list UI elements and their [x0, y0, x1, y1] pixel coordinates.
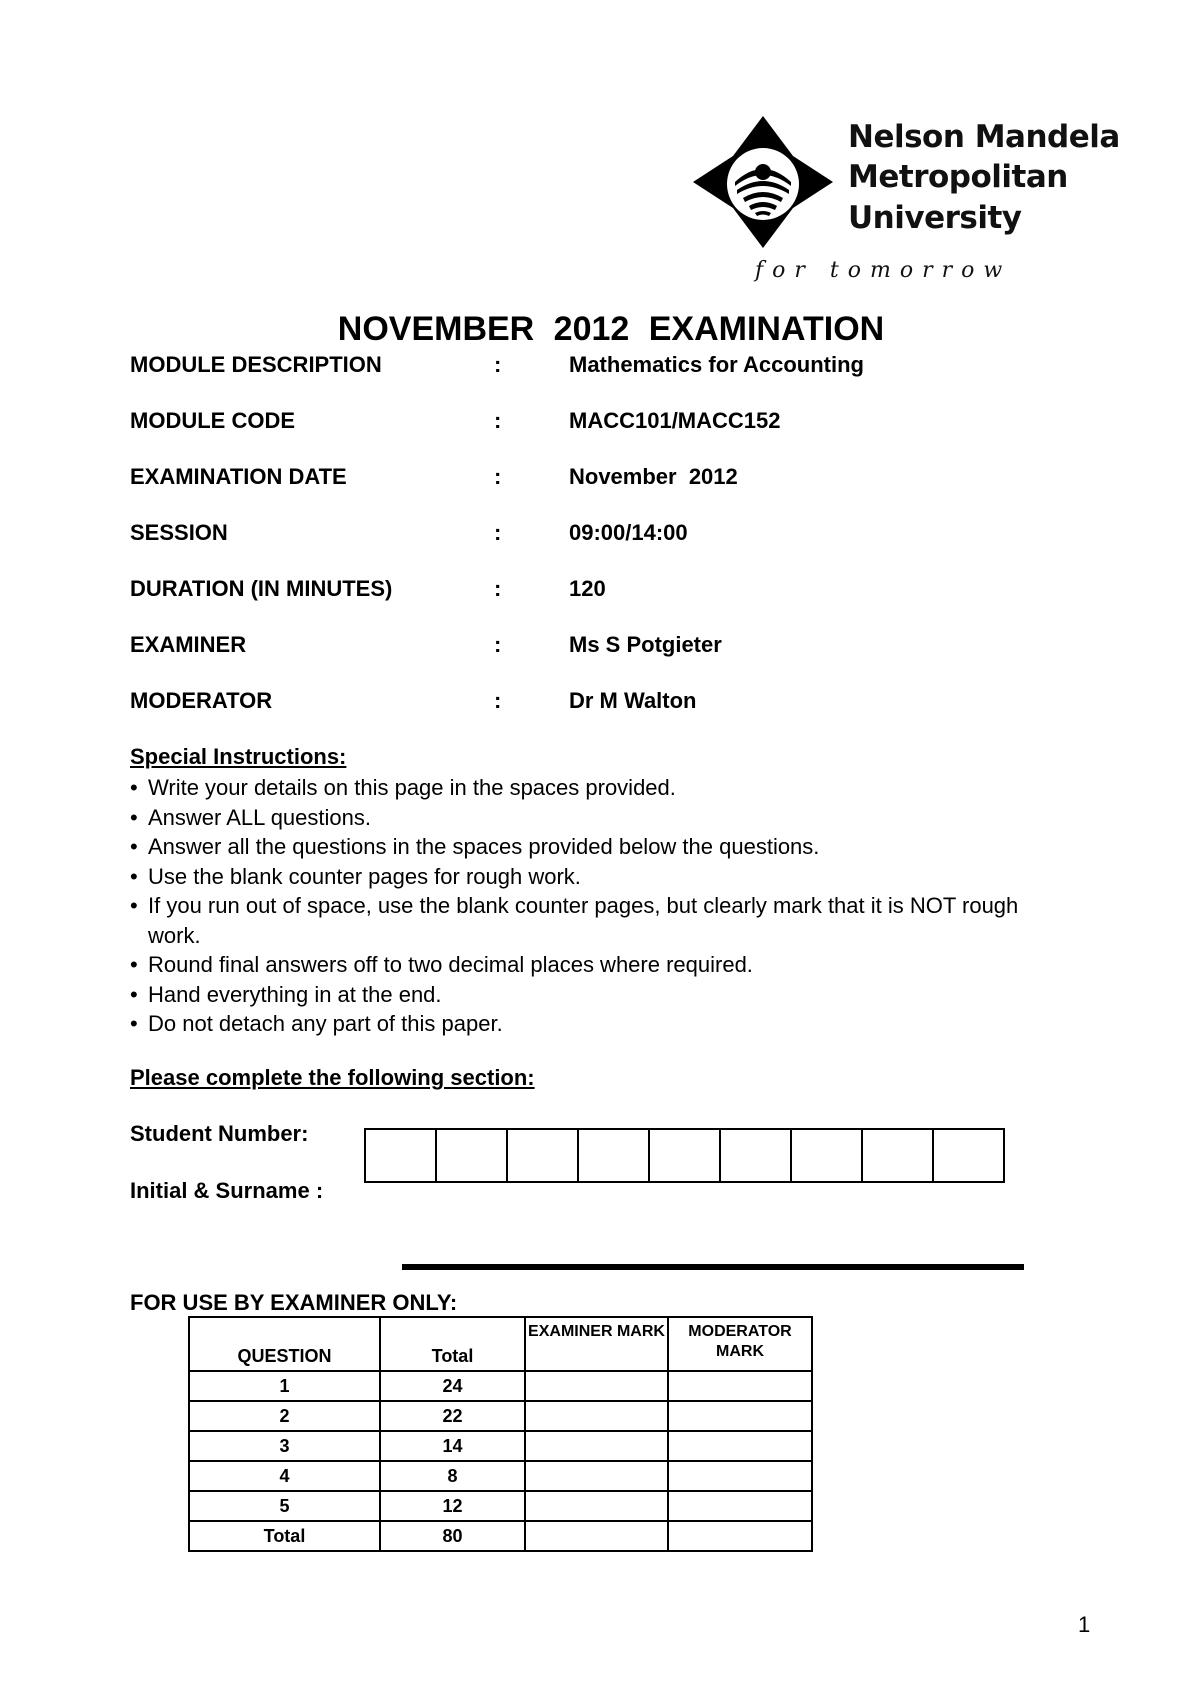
total-cell: 12: [380, 1491, 525, 1521]
student-number-digit-box[interactable]: [579, 1130, 650, 1181]
column-header-total: Total: [380, 1317, 525, 1371]
student-number-digit-box[interactable]: [366, 1130, 437, 1181]
instruction-item: • Use the blank counter pages for rough work.: [130, 862, 1070, 892]
detail-separator: :: [494, 520, 502, 545]
student-number-digit-box[interactable]: [437, 1130, 508, 1181]
instruction-item: • Answer ALL questions.: [130, 803, 1070, 833]
logo-text-line-1: Nelson Mandela: [848, 119, 1120, 155]
instructions-list: [130, 773, 1070, 1039]
total-cell: 22: [380, 1401, 525, 1431]
question-cell: Total: [189, 1521, 380, 1551]
student-number-digit-box[interactable]: [863, 1130, 934, 1181]
student-number-digit-box[interactable]: [934, 1130, 1003, 1181]
instructions-heading: Special Instructions:: [130, 744, 347, 769]
detail-label-session: SESSION: [130, 520, 228, 545]
column-header-examiner-mark: EXAMINER MARK: [525, 1317, 668, 1371]
examiner-mark-cell[interactable]: [525, 1371, 668, 1401]
instruction-item: • Answer all the questions in the spaces provided below the questions.: [130, 832, 1070, 862]
moderator-mark-cell[interactable]: [668, 1371, 812, 1401]
question-cell: 5: [189, 1491, 380, 1521]
moderator-mark-cell[interactable]: [668, 1521, 812, 1551]
student-number-digit-box[interactable]: [650, 1130, 721, 1181]
logo-text-line-3: University: [848, 200, 1022, 236]
detail-value-session: 09:00/14:00: [569, 520, 688, 545]
page-number: 1: [1078, 1612, 1091, 1637]
column-header-question: QUESTION: [189, 1317, 380, 1371]
examiner-mark-cell[interactable]: [525, 1491, 668, 1521]
instruction-item: • Round final answers off to two decimal places where required.: [130, 950, 1070, 980]
detail-separator: :: [494, 408, 502, 433]
detail-value-duration: 120: [569, 576, 606, 601]
detail-separator: :: [494, 632, 502, 657]
student-number-boxes[interactable]: [364, 1128, 1005, 1183]
instruction-item: • Do not detach any part of this paper.: [130, 1009, 1070, 1039]
total-cell: 24: [380, 1371, 525, 1401]
logo-text-line-2: Metropolitan: [848, 159, 1068, 195]
moderator-mark-cell[interactable]: [668, 1491, 812, 1521]
examiner-mark-cell[interactable]: [525, 1521, 668, 1551]
examiner-section-heading: FOR USE BY EXAMINER ONLY:: [130, 1290, 458, 1315]
detail-value-moderator: Dr M Walton: [569, 688, 697, 713]
examiner-mark-cell[interactable]: [525, 1431, 668, 1461]
total-cell: 80: [380, 1521, 525, 1551]
exam-title: NOVEMBER 2012 EXAMINATION: [337, 310, 885, 348]
table-row: [189, 1401, 812, 1431]
total-cell: 8: [380, 1461, 525, 1491]
marks-table: [188, 1316, 813, 1552]
table-row: [189, 1371, 812, 1401]
examiner-mark-cell[interactable]: [525, 1461, 668, 1491]
moderator-mark-cell[interactable]: [668, 1461, 812, 1491]
detail-label-module-code: MODULE CODE: [130, 408, 295, 433]
detail-label-module-description: MODULE DESCRIPTION: [130, 352, 382, 377]
question-cell: 4: [189, 1461, 380, 1491]
detail-separator: :: [494, 352, 502, 377]
question-cell: 2: [189, 1401, 380, 1431]
detail-value-module-code: MACC101/MACC152: [569, 408, 781, 433]
student-section-heading: Please complete the following section:: [130, 1065, 535, 1090]
instruction-item: • If you run out of space, use the blank counter pages, but clearly mark that it is NOT rough work.: [130, 891, 1070, 950]
student-number-digit-box[interactable]: [508, 1130, 579, 1181]
question-cell: 1: [189, 1371, 380, 1401]
detail-label-examiner: EXAMINER: [130, 632, 247, 657]
detail-label-duration: DURATION (IN MINUTES): [130, 576, 393, 601]
detail-value-examiner: Ms S Potgieter: [569, 632, 722, 657]
detail-label-moderator: MODERATOR: [130, 688, 273, 713]
moderator-mark-cell[interactable]: [668, 1401, 812, 1431]
question-cell: 3: [189, 1431, 380, 1461]
total-cell: 14: [380, 1431, 525, 1461]
table-row: [189, 1461, 812, 1491]
surname-line-field[interactable]: [402, 1264, 1024, 1270]
examiner-mark-cell[interactable]: [525, 1401, 668, 1431]
table-row: [189, 1491, 812, 1521]
detail-value-examination-date: November 2012: [569, 464, 738, 489]
moderator-mark-cell[interactable]: [668, 1431, 812, 1461]
detail-separator: :: [494, 688, 502, 713]
detail-separator: :: [494, 576, 502, 601]
detail-label-examination-date: EXAMINATION DATE: [130, 464, 347, 489]
detail-value-module-description: Mathematics for Accounting: [569, 352, 864, 377]
logo-tagline: for tomorrow: [755, 258, 1012, 283]
detail-separator: :: [494, 464, 502, 489]
university-logo-emblem: [683, 112, 843, 252]
column-header-moderator-mark: MODERATOR MARK: [668, 1317, 812, 1371]
student-number-digit-box[interactable]: [721, 1130, 792, 1181]
table-row: [189, 1521, 812, 1551]
surname-label: Initial & Surname :: [130, 1178, 324, 1203]
instruction-item: • Write your details on this page in the spaces provided.: [130, 773, 1070, 803]
table-row: [189, 1431, 812, 1461]
instruction-item: • Hand everything in at the end.: [130, 980, 1070, 1010]
student-number-digit-box[interactable]: [792, 1130, 863, 1181]
student-number-label: Student Number:: [130, 1121, 309, 1146]
